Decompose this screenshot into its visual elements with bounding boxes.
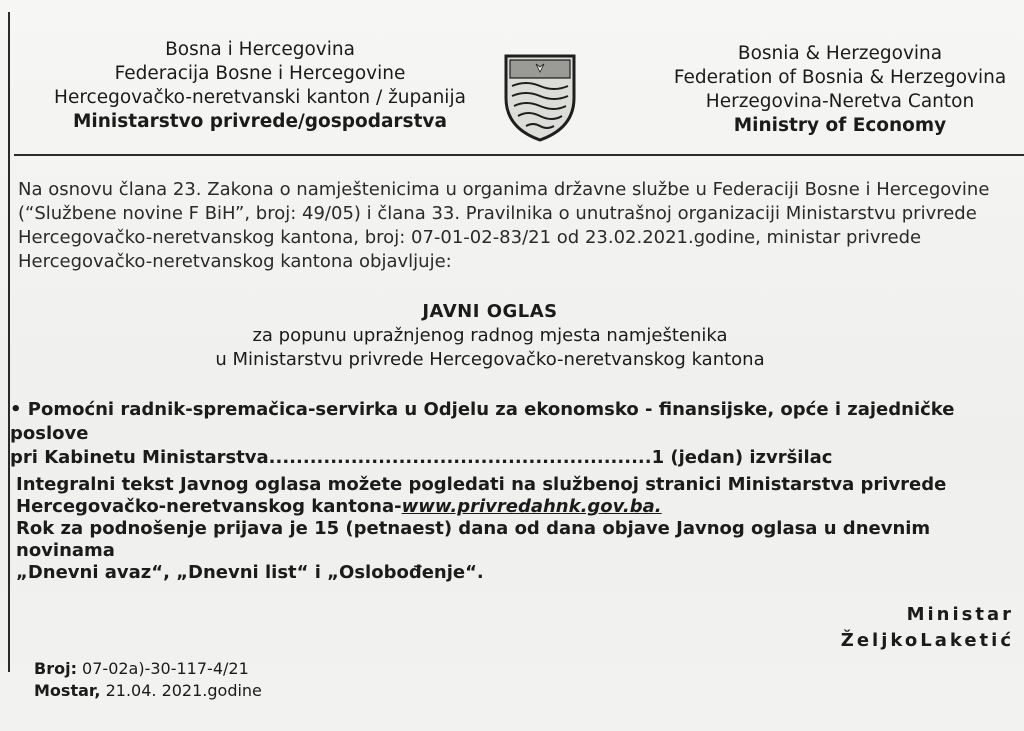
notice-title-block bbox=[120, 300, 860, 372]
header-right-country: Bosnia & Herzegovina bbox=[737, 43, 943, 64]
notice-line bbox=[16, 496, 1016, 518]
position-line: • Pomoćni radnik-spremačica-servirka u Odjelu za ekonomsko - finansijske, opće i zajedničke poslove bbox=[10, 399, 955, 444]
notice-title: JAVNI OGLAS bbox=[422, 301, 558, 322]
header-right-block bbox=[660, 42, 1020, 138]
reference-place-label: Mostar, bbox=[34, 681, 101, 700]
position-line: pri Kabinetu Ministarstva........................................................1 (jedan) izvršilac bbox=[10, 447, 833, 468]
notice-line-prefix: Hercegovačko-neretvanskog kantona- bbox=[16, 496, 402, 517]
header-left-canton: Hercegovačko-neretvanski kanton / županija bbox=[54, 87, 466, 108]
reference-number-label: Broj: bbox=[34, 659, 77, 678]
header-right-federation: Federation of Bosnia & Herzegovina bbox=[673, 67, 1007, 88]
reference-place-date bbox=[34, 680, 434, 702]
position-listing bbox=[10, 398, 1020, 470]
reference-number-value: 07-02a)-30-117-4/21 bbox=[76, 659, 249, 678]
left-border-line bbox=[8, 12, 10, 672]
header-left-ministry: Ministarstvo privrede/gospodarstva bbox=[73, 111, 447, 132]
reference-place-value: 21.04. 2021.godine bbox=[100, 681, 262, 700]
notice-subtitle: za popunu upražnjenog radnog mjesta namještenika bbox=[252, 325, 728, 346]
signature-name: ŽeljkoLaketić bbox=[840, 630, 1014, 651]
header-left-federation: Federacija Bosne i Hercegovine bbox=[114, 63, 406, 84]
signature-block bbox=[814, 602, 1014, 654]
coat-of-arms-icon bbox=[502, 52, 578, 142]
reference-block bbox=[34, 658, 434, 702]
intro-paragraph bbox=[18, 178, 1018, 274]
reference-number bbox=[34, 658, 434, 680]
header-divider bbox=[14, 154, 1024, 156]
intro-line: Hercegovačko-neretvanskog kantona objavljuje: bbox=[18, 251, 452, 272]
notice-line: „Dnevni avaz“, „Dnevni list“ i „Oslobođenje“. bbox=[16, 562, 484, 583]
header-left-block bbox=[30, 38, 490, 134]
notice-line: Integralni tekst Javnog oglasa možete pogledati na službenoj stranici Ministarstva privrede bbox=[16, 474, 947, 495]
header-right-canton: Herzegovina-Neretva Canton bbox=[705, 91, 975, 112]
intro-line: Na osnovu člana 23. Zakona o namještenicima u organima državne službe u Federaciji Bosne i Hercegovine bbox=[18, 179, 990, 200]
notice-paragraph bbox=[16, 474, 1016, 584]
intro-line: (“Službene novine F BiH”, broj: 49/05) i člana 33. Pravilnika o unutrašnoj organizaciji Ministarstvu privrede bbox=[18, 203, 977, 224]
notice-line: Rok za podnošenje prijava je 15 (petnaest) dana od dana objave Javnog oglasa u dnevnim novinama bbox=[16, 518, 931, 561]
ministry-website-link[interactable]: www.privredahnk.gov.ba. bbox=[401, 496, 662, 517]
header-left-country: Bosna i Hercegovina bbox=[165, 39, 355, 60]
intro-line: Hercegovačko-neretvanskog kantona, broj: 07-01-02-83/21 od 23.02.2021.godine, ministar privrede bbox=[18, 227, 922, 248]
signature-role: Ministar bbox=[906, 604, 1014, 625]
notice-subtitle: u Ministarstvu privrede Hercegovačko-neretvanskog kantona bbox=[215, 349, 765, 370]
header-right-ministry: Ministry of Economy bbox=[733, 115, 947, 136]
